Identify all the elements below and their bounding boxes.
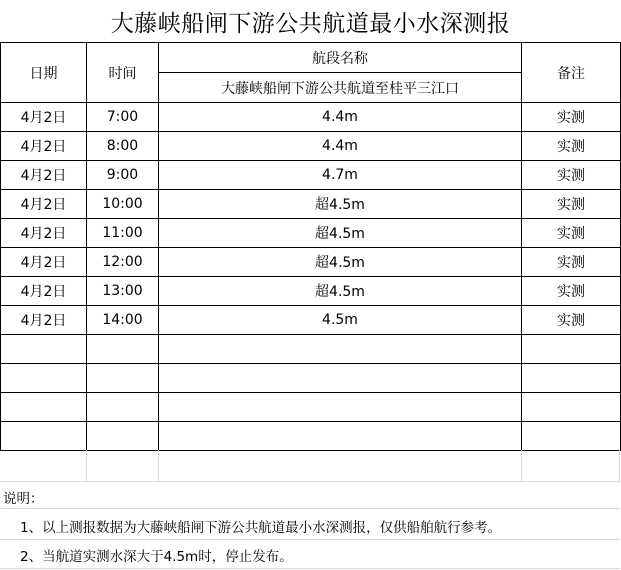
cell-depth: 超4.5m — [159, 190, 522, 219]
header-time: 时间 — [87, 43, 159, 103]
page-title: 大藤峡船闸下游公共航道最小水深测报 — [110, 10, 511, 37]
notes-label: 说明： — [3, 491, 44, 507]
cell-date: 4月2日 — [1, 190, 87, 219]
table-row — [1, 103, 621, 132]
note-item: 1、以上测报数据为大藤峡船闸下游公共航道最小水深测报，仅供船舶航行参考。 — [20, 520, 502, 536]
cell-date: 4月2日 — [1, 277, 87, 306]
cell-remark: 实测 — [522, 219, 621, 248]
empty-row — [1, 422, 621, 451]
cell-time: 7:00 — [87, 103, 159, 132]
header-remark: 备注 — [522, 43, 621, 103]
cell-remark: 实测 — [522, 132, 621, 161]
table-row — [1, 306, 621, 335]
cell-depth: 超4.5m — [159, 277, 522, 306]
cell-date: 4月2日 — [1, 103, 87, 132]
cell-date: 4月2日 — [1, 161, 87, 190]
cell-depth: 4.4m — [159, 103, 522, 132]
cell-date: 4月2日 — [1, 219, 87, 248]
cell-time: 8:00 — [87, 132, 159, 161]
header-section: 大藤峡船闸下游公共航道至桂平三江口 — [159, 73, 522, 103]
cell-depth: 超4.5m — [159, 248, 522, 277]
header-date: 日期 — [1, 43, 87, 103]
cell-depth: 4.4m — [159, 132, 522, 161]
table-row — [1, 132, 621, 161]
table-row — [1, 161, 621, 190]
cell-remark: 实测 — [522, 277, 621, 306]
cell-time: 12:00 — [87, 248, 159, 277]
empty-row — [1, 364, 621, 393]
cell-date: 4月2日 — [1, 248, 87, 277]
table-row — [1, 277, 621, 306]
cell-time: 9:00 — [87, 161, 159, 190]
note-item: 2、当航道实测水深大于4.5m时，停止发布。 — [20, 549, 293, 565]
cell-remark: 实测 — [522, 248, 621, 277]
empty-row — [1, 335, 621, 364]
cell-depth: 4.7m — [159, 161, 522, 190]
table-row — [1, 190, 621, 219]
table-row — [1, 219, 621, 248]
cell-remark: 实测 — [522, 190, 621, 219]
cell-date: 4月2日 — [1, 306, 87, 335]
cell-date: 4月2日 — [1, 132, 87, 161]
cell-depth: 超4.5m — [159, 219, 522, 248]
cell-time: 11:00 — [87, 219, 159, 248]
cell-depth: 4.5m — [159, 306, 522, 335]
cell-remark: 实测 — [522, 161, 621, 190]
water-depth-table — [0, 42, 621, 451]
header-section-name: 航段名称 — [159, 43, 522, 73]
cell-time: 10:00 — [87, 190, 159, 219]
cell-time: 14:00 — [87, 306, 159, 335]
cell-time: 13:00 — [87, 277, 159, 306]
cell-remark: 实测 — [522, 306, 621, 335]
table-row — [1, 248, 621, 277]
cell-remark: 实测 — [522, 103, 621, 132]
empty-row — [1, 393, 621, 422]
